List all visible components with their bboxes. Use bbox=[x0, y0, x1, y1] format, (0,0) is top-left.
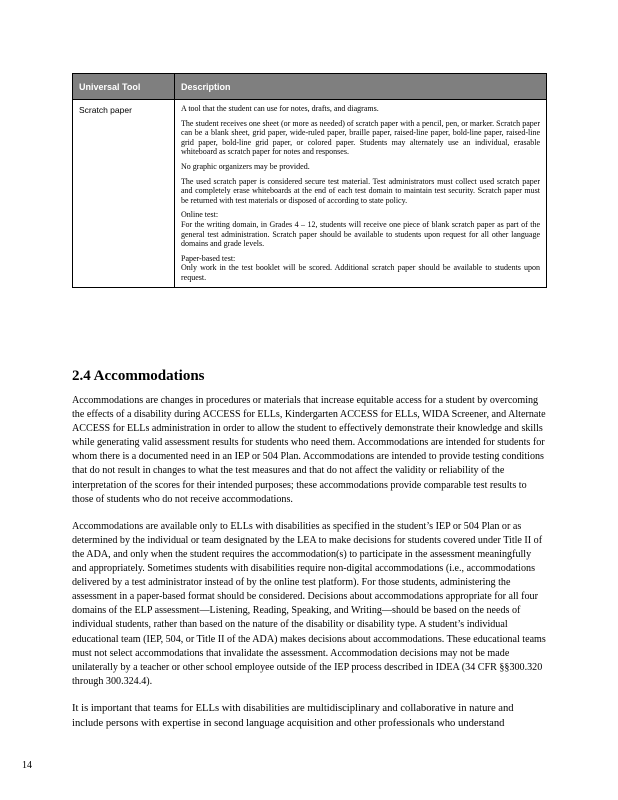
description-cell bbox=[175, 100, 547, 288]
table-row bbox=[73, 100, 547, 288]
column-header-universal-tool: Universal Tool bbox=[73, 74, 175, 100]
body-paragraph: Accommodations are available only to ELLs with disabilities as specified in the student’s IEP or 504 Plan or as determined by the individual or team designated by the LEA to make decisions for students covered under Title II of the ADA, and only when the student requires the accommodation(s) to participate in the assessment meaningfully and appropriately. Sometimes students with disabilities require non-digital accommodations (i.e., accommodations delivered by a test administrator instead of by the online test platform). For those students, administering the assessment in a paper-based format should be considered. Decisions about accommodations appropriate for all four domains of the ELP assessment—Listening, Reading, Speaking, and Writing—should be based on the needs of individual students, rather than based on the nature of the disability or disability type. A student’s individual educational team (IEP, 504, or Title II of the ADA) makes decisions about accommodations. These educational teams must not select accommodations that invalidate the assessment. Accommodation decisions may not be made unilaterally by a teacher or other school employee outside of the IEP process described in IDEA (34 CFR §§300.320 through 300.324.4). bbox=[72, 520, 546, 687]
table-header-row bbox=[73, 74, 547, 100]
section-heading: 2.4 Accommodations bbox=[72, 368, 205, 384]
description-paragraph-online-test: Online test: For the writing domain, in Grades 4 – 12, students will receive one piece of blank scratch paper as part of the general test administration. Scratch paper should be available to students upon request for all other language domains and grade levels. bbox=[181, 210, 540, 249]
section-body bbox=[72, 394, 546, 744]
description-paragraph: The student receives one sheet (or more as needed) of scratch paper with a pencil, pen, or marker. Scratch paper can be a blank sheet, grid paper, wide-ruled paper, braille paper, raised-line paper, bold-line paper, raised-line grid paper, bold-line grid paper, or colored paper. Students may alternately use an individual, erasable whiteboard as scratch paper for notes and responses. bbox=[181, 118, 540, 157]
description-paragraph: The used scratch paper is considered secure test material. Test administrators must collect used scratch paper and completely erase whiteboards at the end of each test domain to maintain test security. Scratch paper must be returned with test materials or disposed of according to state policy. bbox=[181, 176, 540, 205]
page-number: 14 bbox=[22, 760, 32, 771]
description-paragraph-paper-test: Paper-based test: Only work in the test booklet will be scored. Additional scratch paper should be available to students upon request. bbox=[181, 253, 540, 282]
body-paragraph: It is important that teams for ELLs with disabilities are multidisciplinary and collaborative in nature and include persons with expertise in second language acquisition and other professionals who understand bbox=[72, 702, 514, 729]
body-paragraph: Accommodations are changes in procedures or materials that increase equitable access for a student by overcoming the effects of a disability during ACCESS for ELLs, Kindergarten ACCESS for ELLs, WIDA Screener, and Alternate ACCESS for ELLs administration in order to allow the student to effectively demonstrate their knowledge and skills while generating valid assessment results for students who need them. Accommodations are intended for students for whom there is a documented need in an IEP or 504 Plan. Accommodations are intended to provide testing conditions that do not result in changes to what the test measures and that do not affect the validity or reliability of the interpretation of the scores for their intended purposes; these accommodations provide comparable test results to those of students who do not receive accommodations. bbox=[72, 395, 546, 505]
column-header-description: Description bbox=[175, 74, 547, 100]
description-paragraph: No graphic organizers may be provided. bbox=[181, 161, 310, 171]
description-paragraph: A tool that the student can use for notes, drafts, and diagrams. bbox=[181, 104, 379, 113]
universal-tools-table bbox=[72, 73, 547, 288]
tool-name-cell: Scratch paper bbox=[73, 100, 175, 288]
